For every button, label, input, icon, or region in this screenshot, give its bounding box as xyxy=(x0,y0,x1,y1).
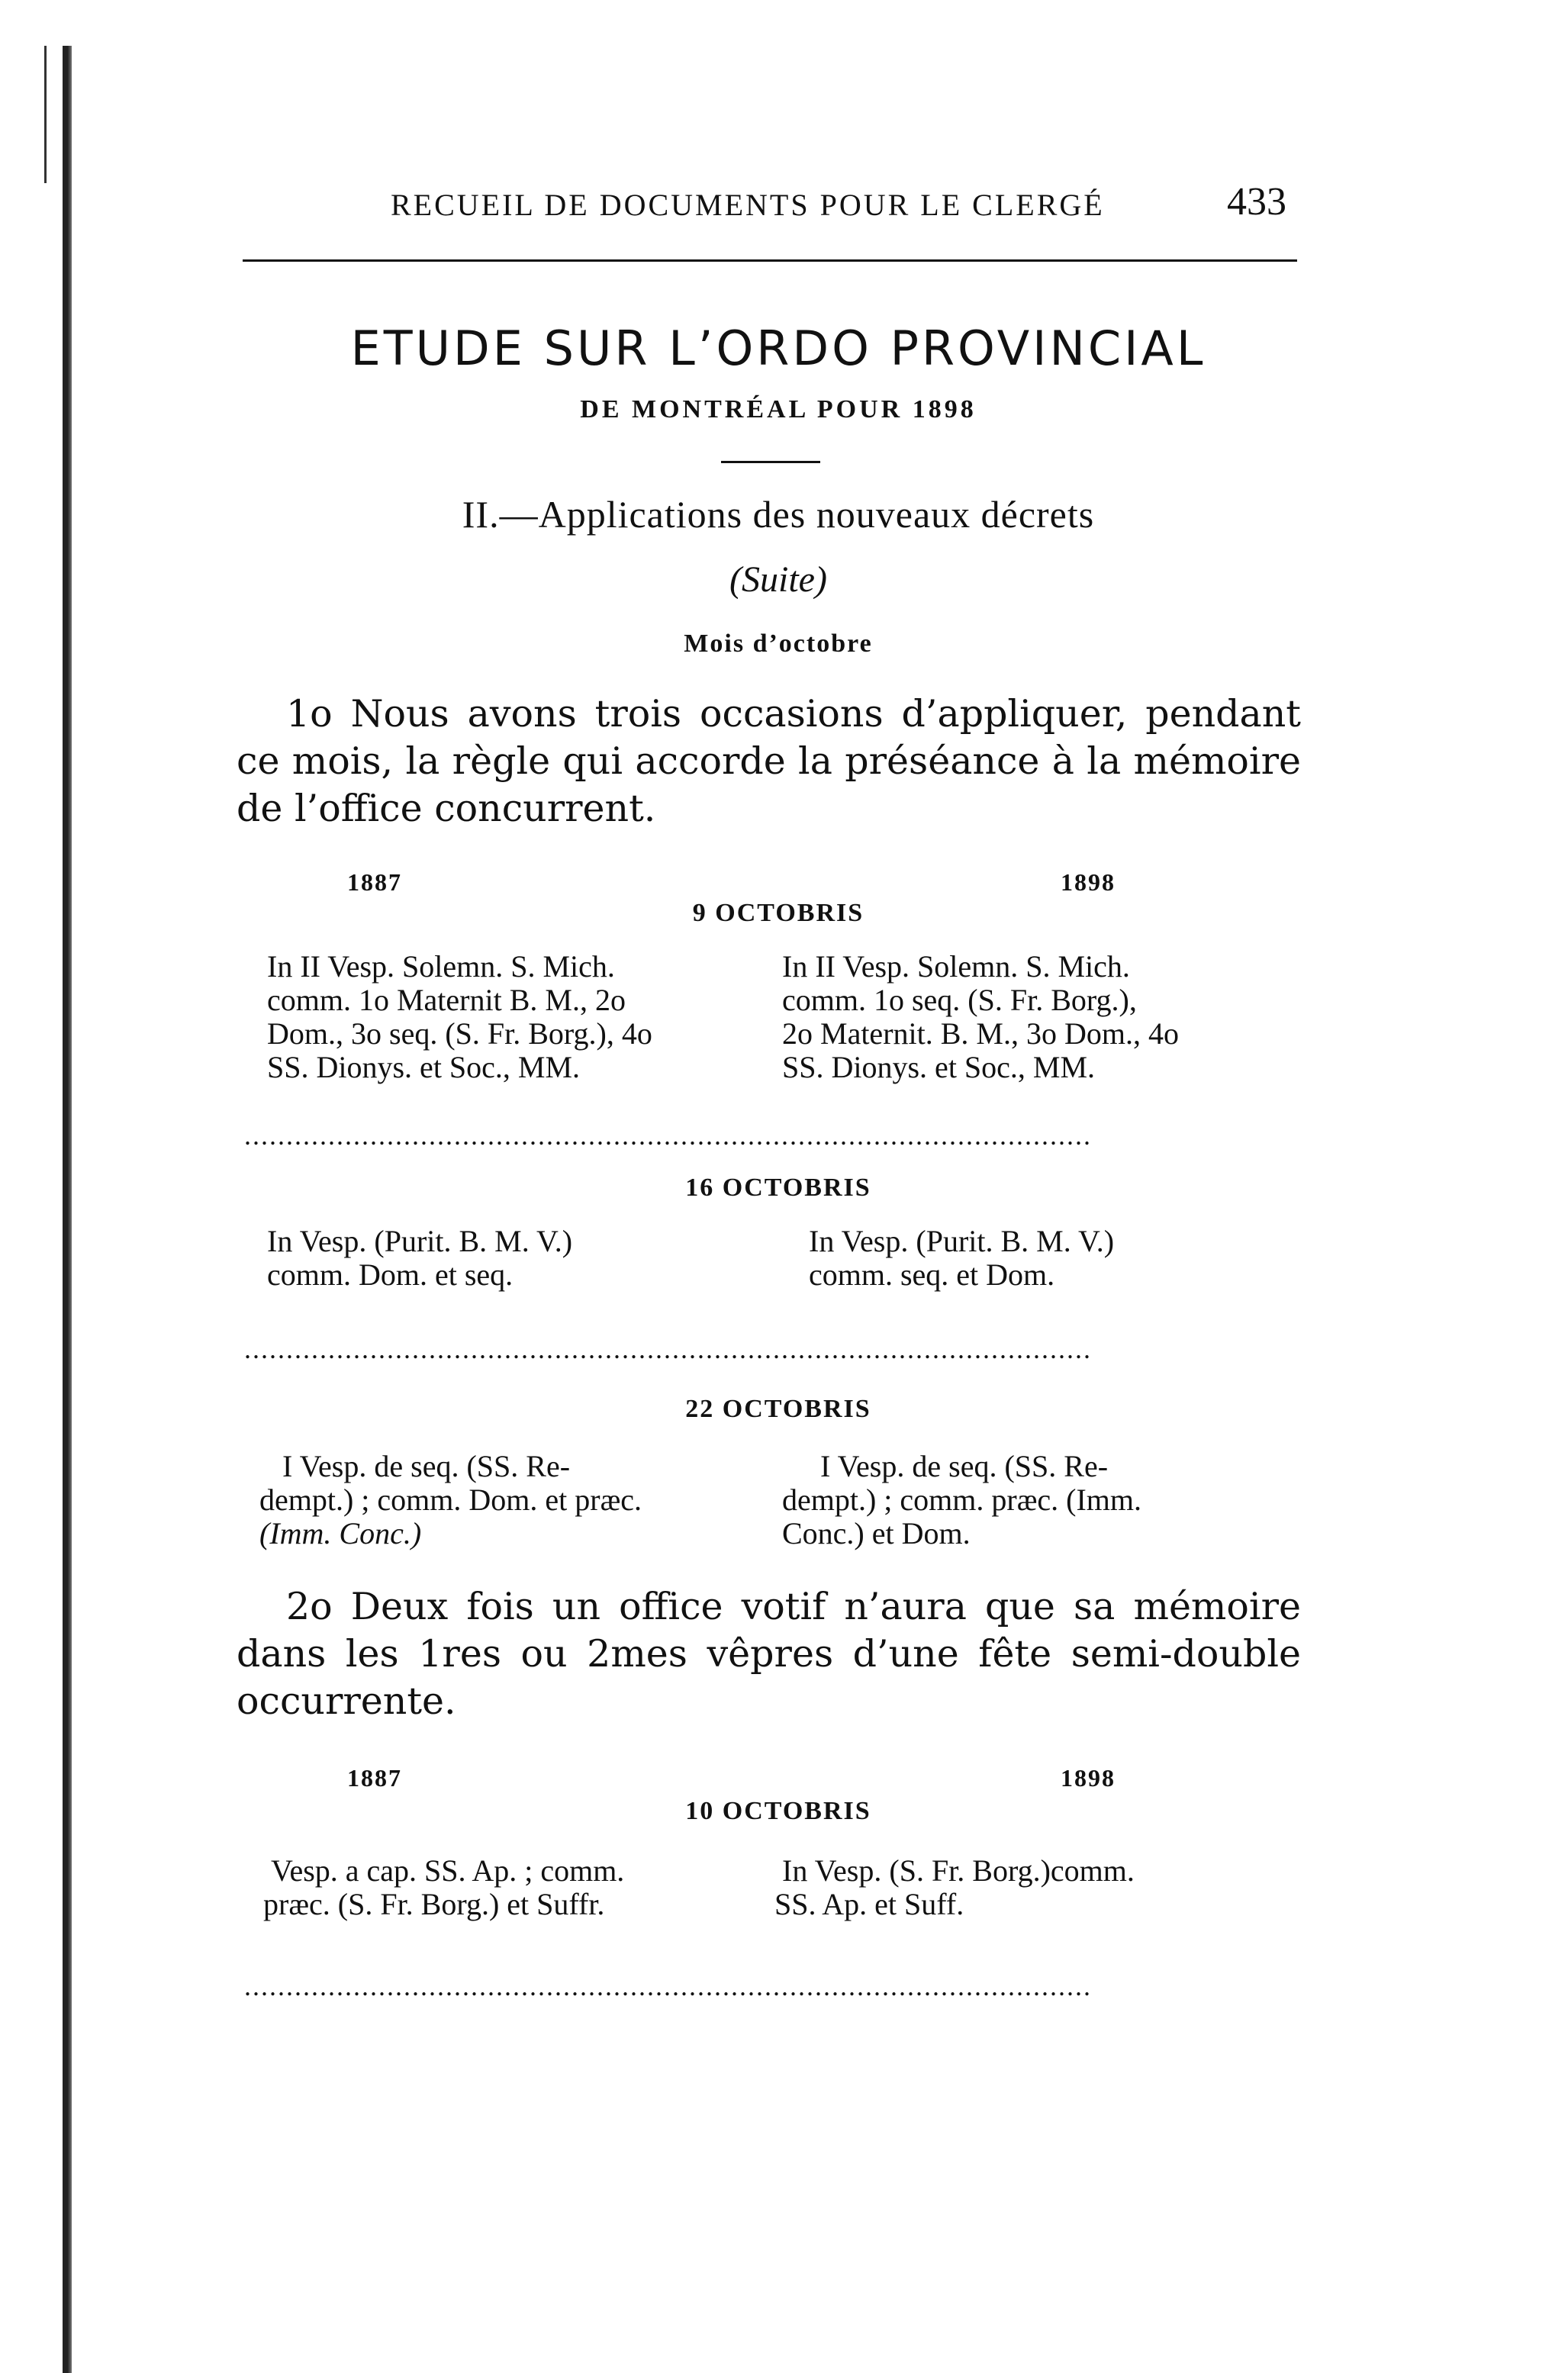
dotted-separator-2: ..................................................................................................... xyxy=(244,1335,1092,1363)
paragraph-1 xyxy=(237,691,1301,832)
year-left-2: 1887 xyxy=(347,1764,402,1792)
month-heading: Mois d’octobre xyxy=(684,629,873,658)
year-right-1: 1898 xyxy=(1061,868,1116,896)
suite-label: (Suite) xyxy=(729,559,827,600)
entry-4-left-line-2: præc. (S. Fr. Borg.) et Suffr. xyxy=(263,1887,605,1921)
entry-3-right xyxy=(782,1450,1309,1550)
date-heading-1: 9 OCTOBRIS xyxy=(692,899,864,927)
entry-2-left xyxy=(267,1225,794,1292)
entry-1-right-line-4: SS. Dionys. et Soc., MM. xyxy=(782,1050,1096,1084)
entry-3-left-line-3: (Imm. Conc.) xyxy=(259,1516,422,1550)
date-heading-3: 22 OCTOBRIS xyxy=(685,1395,871,1423)
page-number: 433 xyxy=(1227,180,1286,224)
paragraph-1-text: 1o Nous avons trois occasions d’appliquer, pendant ce mois, la règle qui accorde la préséance à la mémoire de l’office concurrent. xyxy=(237,692,1301,830)
entry-2-right-line-1: In Vesp. (Purit. B. M. V.) xyxy=(809,1224,1115,1258)
article-title: ETUDE SUR L’ORDO PROVINCIAL xyxy=(350,320,1206,376)
dotted-separator-3: ..................................................................................................... xyxy=(244,1972,1092,2000)
entry-3-right-line-3: Conc.) et Dom. xyxy=(782,1516,971,1550)
entry-1-left-line-2: comm. 1o Maternit B. M., 2o xyxy=(267,983,626,1017)
entry-4-right-line-1: In Vesp. (S. Fr. Borg.)comm. xyxy=(782,1853,1135,1888)
binding-edge xyxy=(63,46,72,2373)
entry-2-left-line-1: In Vesp. (Purit. B. M. V.) xyxy=(267,1224,573,1258)
entry-3-left-line-1: I Vesp. de seq. (SS. Re- xyxy=(282,1449,571,1483)
header-rule xyxy=(243,259,1297,262)
title-rule xyxy=(721,461,820,463)
paragraph-2-text: 2o Deux fois un office votif n’aura que sa mémoire dans les 1res ou 2mes vêpres d’une fête semi-double occurrente. xyxy=(237,1585,1301,1723)
date-heading-4: 10 OCTOBRIS xyxy=(685,1797,871,1825)
entry-3-left-line-2: dempt.) ; comm. Dom. et præc. xyxy=(259,1483,642,1517)
entry-1-left-line-4: SS. Dionys. et Soc., MM. xyxy=(267,1050,581,1084)
entry-1-left xyxy=(267,950,794,1084)
running-head: RECUEIL DE DOCUMENTS POUR LE CLERGÉ xyxy=(391,188,1105,222)
entry-4-left xyxy=(263,1854,790,1921)
year-left-1: 1887 xyxy=(347,868,402,896)
entry-1-right-line-1: In II Vesp. Solemn. S. Mich. xyxy=(782,949,1130,984)
entry-3-left xyxy=(259,1450,786,1550)
entry-1-right-line-3: 2o Maternit. B. M., 3o Dom., 4o xyxy=(782,1016,1179,1051)
entry-3-right-line-1: I Vesp. de seq. (SS. Re- xyxy=(820,1449,1109,1483)
entry-4-right-line-2: SS. Ap. et Suff. xyxy=(774,1887,964,1921)
entry-4-right xyxy=(774,1854,1301,1921)
entry-1-left-line-3: Dom., 3o seq. (S. Fr. Borg.), 4o xyxy=(267,1016,652,1051)
date-heading-2: 16 OCTOBRIS xyxy=(685,1174,871,1202)
entry-1-right xyxy=(782,950,1309,1084)
entry-4-left-line-1: Vesp. a cap. SS. Ap. ; comm. xyxy=(271,1853,625,1888)
paragraph-2 xyxy=(237,1583,1301,1725)
entry-2-left-line-2: comm. Dom. et seq. xyxy=(267,1257,514,1292)
binding-edge-fragment xyxy=(44,46,47,183)
section-heading: II.—Applications des nouveaux décrets xyxy=(462,493,1095,536)
article-subtitle: DE MONTRÉAL POUR 1898 xyxy=(580,395,977,423)
entry-1-left-line-1: In II Vesp. Solemn. S. Mich. xyxy=(267,949,615,984)
year-right-2: 1898 xyxy=(1061,1764,1116,1792)
entry-2-right-line-2: comm. seq. et Dom. xyxy=(809,1257,1055,1292)
entry-1-right-line-2: comm. 1o seq. (S. Fr. Borg.), xyxy=(782,983,1137,1017)
dotted-separator-1: ..................................................................................................... xyxy=(244,1122,1092,1149)
entry-3-right-line-2: dempt.) ; comm. præc. (Imm. xyxy=(782,1483,1142,1517)
entry-2-right xyxy=(809,1225,1335,1292)
